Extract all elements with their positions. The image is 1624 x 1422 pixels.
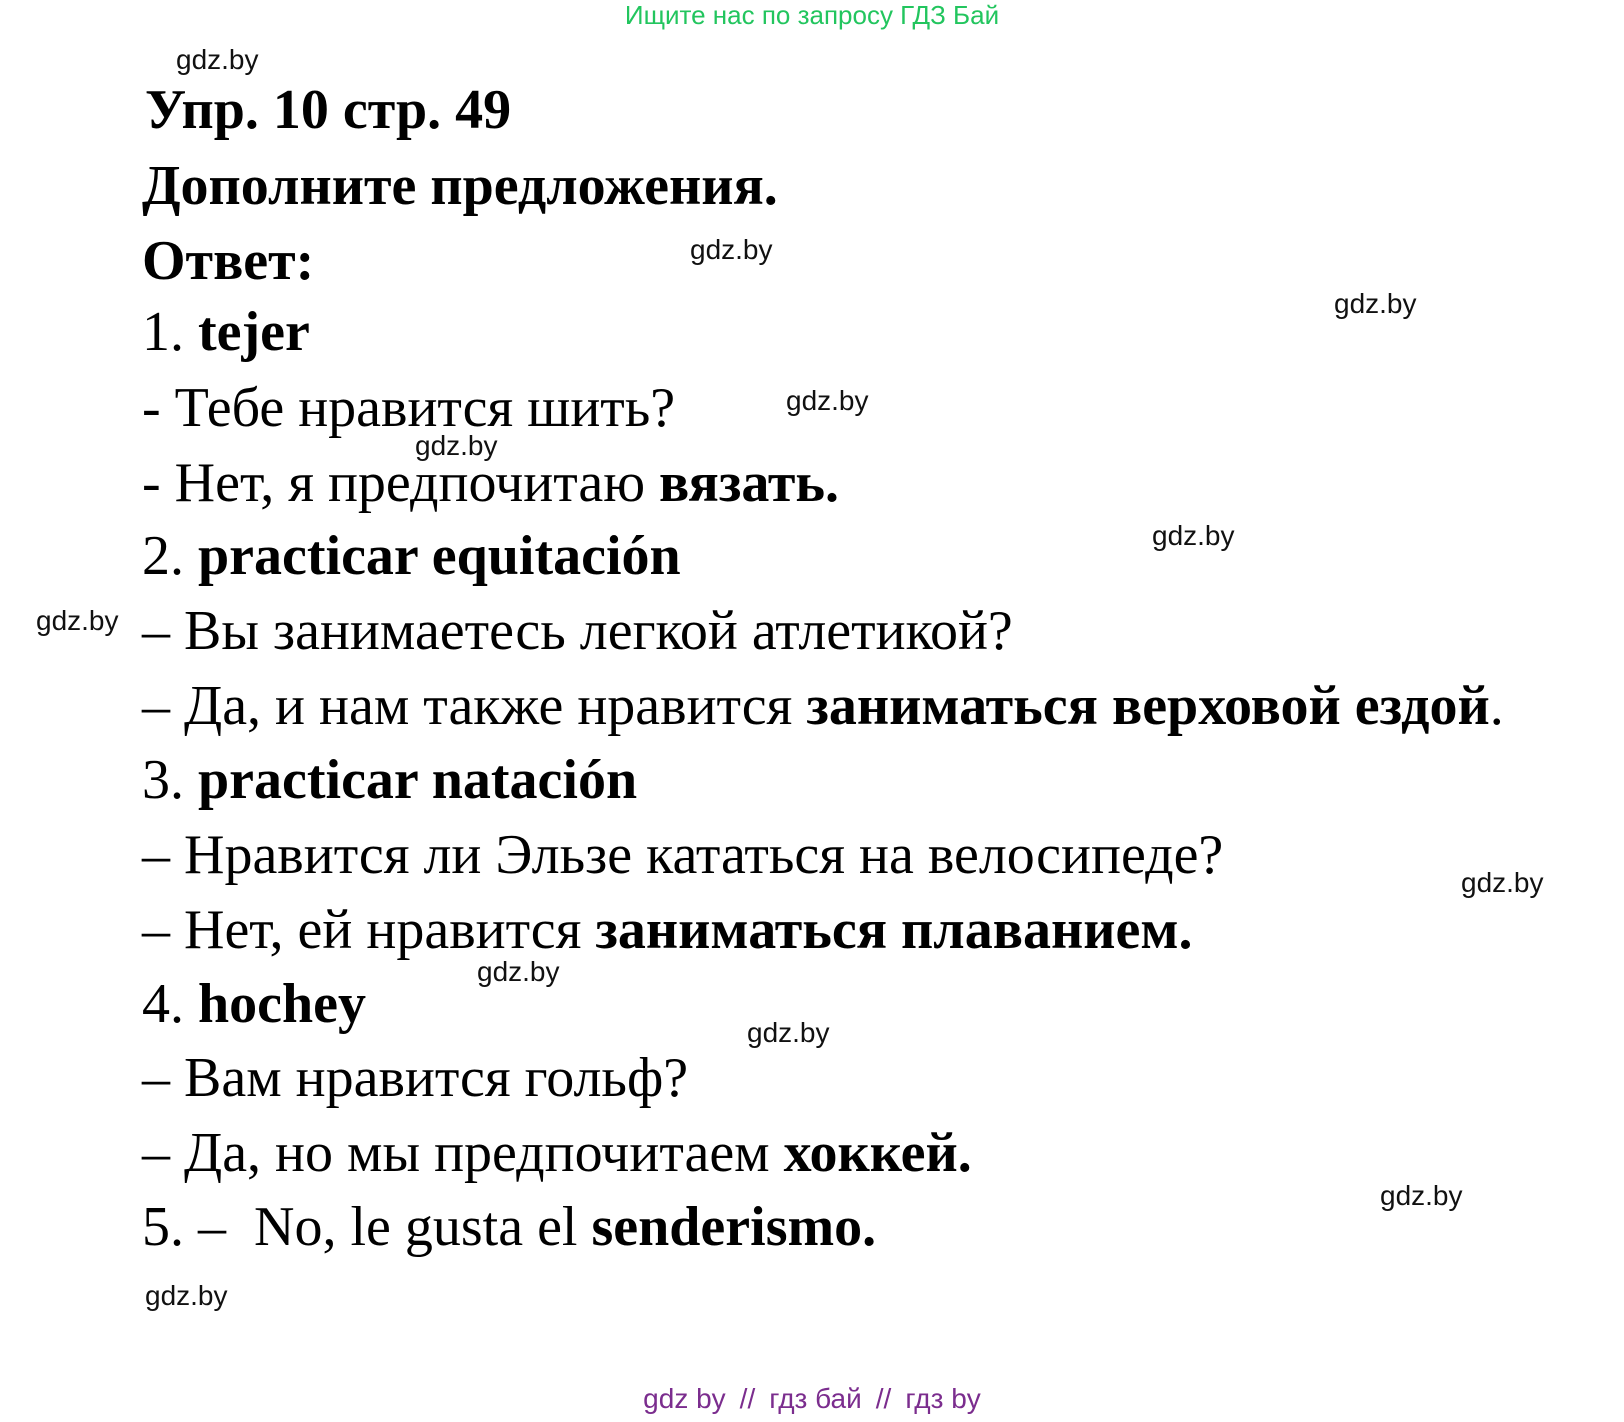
answer-label: Ответ: xyxy=(142,230,315,292)
answer-prefix: – Да, но мы предпочитаем xyxy=(142,1122,784,1184)
watermark: gdz.by xyxy=(747,1017,830,1048)
item-dash: – xyxy=(184,1196,254,1258)
watermark: gdz.by xyxy=(145,1280,228,1311)
watermark: gdz.by xyxy=(1380,1180,1463,1211)
item-answer xyxy=(142,674,1504,738)
item-answer xyxy=(142,1121,972,1185)
answer-bold: заниматься верховой ездой xyxy=(806,675,1490,737)
item-term: tejer xyxy=(198,301,310,363)
exercise-title: Упр. 10 стр. 49 xyxy=(145,79,512,141)
footer-separator: // xyxy=(739,1383,756,1414)
watermark: gdz.by xyxy=(415,430,498,461)
item-heading xyxy=(142,748,637,812)
footer-links xyxy=(0,1383,1624,1415)
answer-suffix: . xyxy=(1489,675,1504,737)
item-question: – Вы занимаетесь легкой атлетикой? xyxy=(142,600,1013,662)
item-answer xyxy=(142,451,839,515)
answer-bold: заниматься плаванием. xyxy=(595,899,1193,961)
footer-link-gdz-by-cyr[interactable]: гдз by xyxy=(905,1383,981,1414)
item-number: 3. xyxy=(142,749,184,811)
watermark: gdz.by xyxy=(1461,867,1544,898)
item-text: No, le gusta el xyxy=(254,1196,592,1258)
watermark: gdz.by xyxy=(786,385,869,416)
item-number: 1. xyxy=(142,301,184,363)
answer-bold: вязать. xyxy=(659,452,840,514)
item-bold: senderismo. xyxy=(591,1196,877,1258)
answer-prefix: - Нет, я предпочитаю xyxy=(142,452,660,514)
item-question: – Нравится ли Эльзе кататься на велосипеде? xyxy=(142,824,1224,886)
item-heading xyxy=(142,300,310,364)
item-term: practicar equitación xyxy=(198,525,681,587)
item-question: - Тебе нравится шить? xyxy=(142,377,676,439)
item-term: hochey xyxy=(198,973,366,1035)
top-banner: Ищите нас по запросу ГДЗ Бай xyxy=(624,0,1000,30)
item-number: 4. xyxy=(142,973,184,1035)
item-number: 2. xyxy=(142,525,184,587)
item-answer xyxy=(142,898,1192,962)
item-heading xyxy=(142,524,681,588)
footer-link-gdz-by[interactable]: gdz by xyxy=(643,1383,726,1414)
item-question: – Вам нравится гольф? xyxy=(142,1047,689,1109)
footer-separator: // xyxy=(875,1383,892,1414)
watermark: gdz.by xyxy=(176,44,259,75)
item-term: practicar natación xyxy=(198,749,638,811)
watermark: gdz.by xyxy=(36,605,119,636)
footer-link-gdz-bai[interactable]: гдз бай xyxy=(769,1383,862,1414)
watermark: gdz.by xyxy=(690,234,773,265)
item-five xyxy=(142,1195,876,1259)
item-heading xyxy=(142,972,366,1036)
item-number: 5. xyxy=(142,1196,184,1258)
answer-prefix: – Нет, ей нравится xyxy=(142,899,596,961)
answer-prefix: – Да, и нам также нравится xyxy=(142,675,807,737)
task-text: Дополните предложения. xyxy=(142,155,778,217)
watermark: gdz.by xyxy=(477,956,560,987)
watermark: gdz.by xyxy=(1152,520,1235,551)
answer-bold: хоккей. xyxy=(783,1122,972,1184)
watermark: gdz.by xyxy=(1334,288,1417,319)
